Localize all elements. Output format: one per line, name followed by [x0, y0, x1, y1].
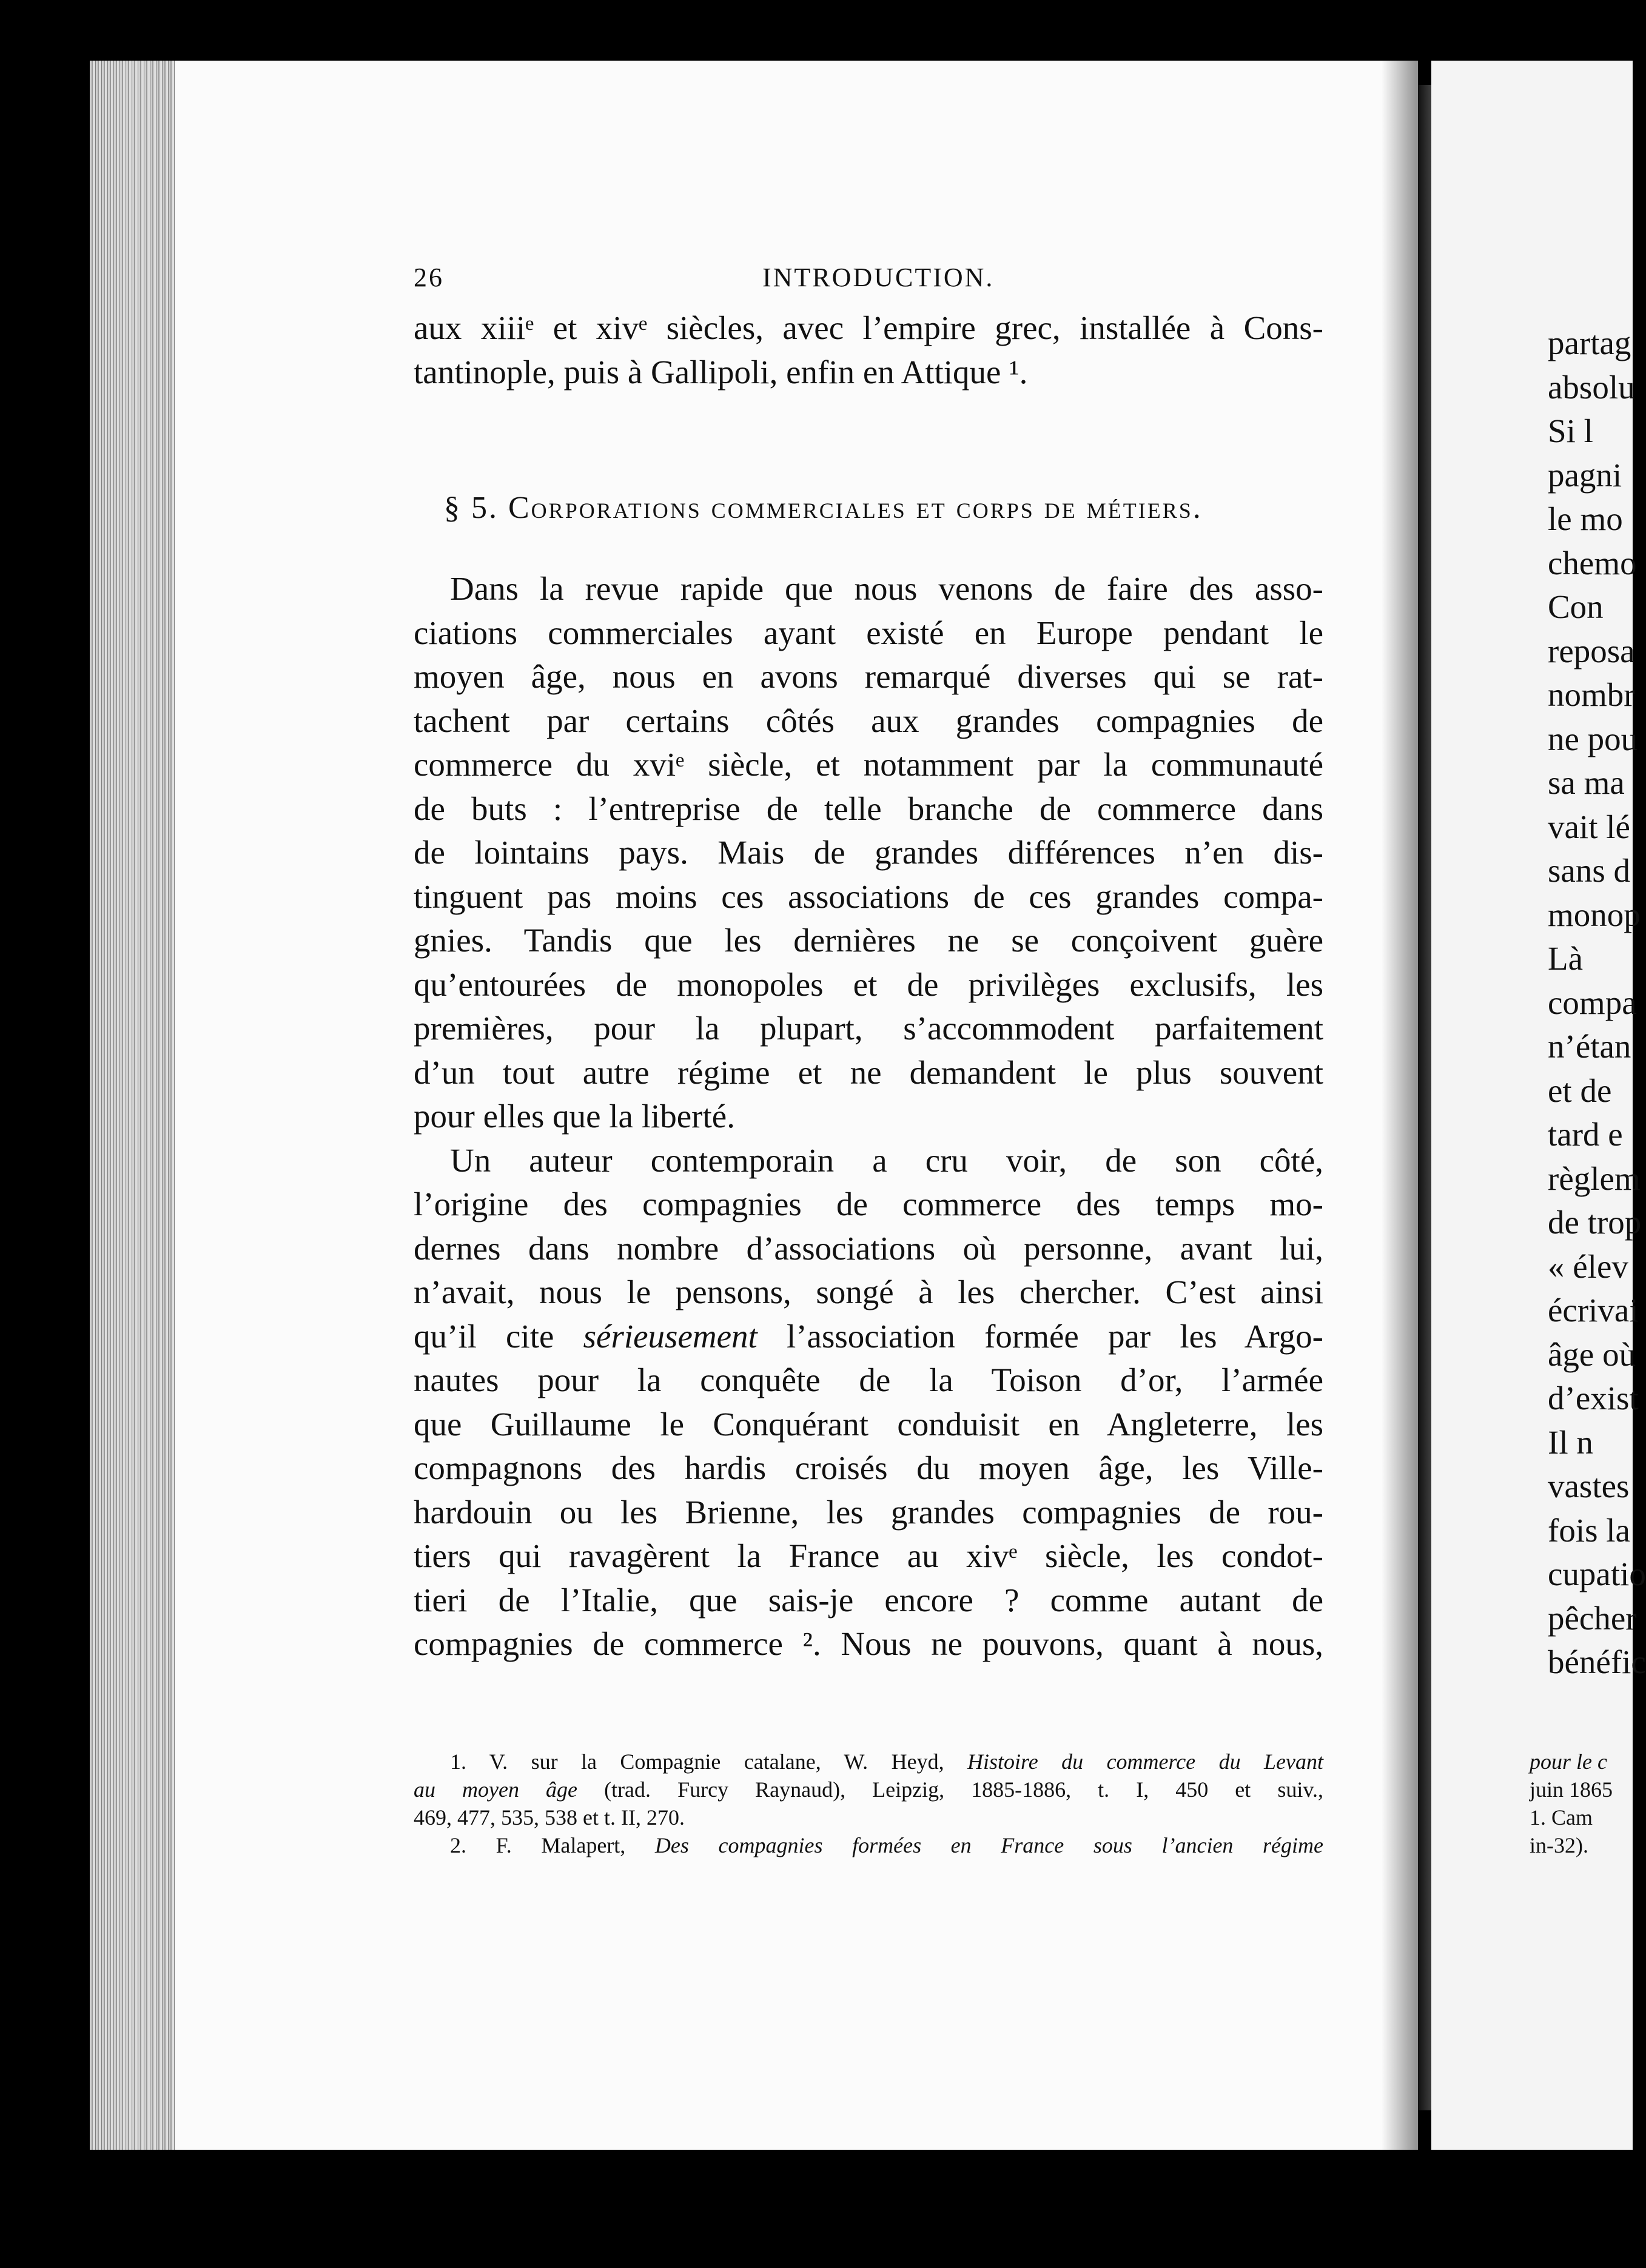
text-line: tard e: [1548, 1116, 1623, 1153]
text-line: de buts : l’entreprise de telle branche de commerce dans: [414, 790, 1323, 827]
text-line: aux xiiiᵉ et xivᵉ siècles, avec l’empire grec, installée à Cons-: [414, 309, 1323, 346]
section-heading: § 5. Corporations commerciales et corps de métiers.: [444, 491, 1203, 525]
text-line: gnies. Tandis que les dernières ne se conçoivent guère: [414, 922, 1323, 959]
text-line: l’origine des compagnies de commerce des temps mo-: [414, 1186, 1323, 1223]
text-line: moyen âge, nous en avons remarqué diverses qui se rat-: [414, 658, 1323, 695]
italic-text: Histoire du commerce du Levant: [967, 1750, 1323, 1774]
footnote-line: [414, 1776, 1323, 1803]
text-line: cupatio: [1548, 1555, 1646, 1592]
gutter-shadow: [1382, 61, 1418, 2150]
text-line: d’exist: [1548, 1380, 1639, 1417]
text-line: que Guillaume le Conquérant conduisit en Angleterre, les: [414, 1405, 1323, 1443]
footnote-line: 469, 477, 535, 538 et t. II, 270.: [414, 1805, 685, 1830]
text-line: Un auteur contemporain a cru voir, de son côté,: [450, 1141, 1323, 1179]
footnote-line: [414, 1831, 1323, 1859]
text-line: Dans la revue rapide que nous venons de faire des asso-: [450, 570, 1323, 607]
text-line: tiers qui ravagèrent la France au xivᵉ siècle, les condot-: [414, 1537, 1323, 1574]
text-line: d’un tout autre régime et ne demandent le plus souvent: [414, 1053, 1323, 1091]
text-line: n’étan: [1548, 1028, 1631, 1065]
continuation-text: [414, 306, 1323, 394]
text-fragment: 2. F. Malapert,: [450, 1833, 655, 1857]
text-line: tieri de l’Italie, que sais-je encore ? comme autant de: [414, 1581, 1323, 1619]
paragraph-1: [414, 567, 1323, 1666]
text-line: ne pou: [1548, 720, 1638, 757]
text-line: écrivai: [1548, 1292, 1639, 1329]
text-line: vait lé: [1548, 808, 1630, 845]
text-line: vastes: [1548, 1468, 1630, 1505]
text-line: fois la: [1548, 1511, 1630, 1549]
running-head-title: INTRODUCTION.: [762, 263, 995, 292]
text-line: Si l: [1548, 412, 1593, 449]
text-fragment: 1. V. sur la Compagnie catalane, W. Heyd,: [450, 1750, 968, 1774]
text-line: sa ma: [1548, 764, 1625, 801]
italic-text: au moyen âge: [414, 1777, 578, 1802]
text-line: premières, pour la plupart, s’accommodent parfaitement: [414, 1010, 1323, 1047]
right-page-text: [1548, 321, 1646, 1685]
italic-text: Des compagnies formées en France sous l’ancien régime: [654, 1833, 1323, 1857]
footnote-line: juin 1865: [1530, 1777, 1613, 1802]
text-line: « élev: [1548, 1247, 1628, 1285]
page-number: 26: [414, 263, 444, 292]
text-line: tachent par certains côtés aux grandes compagnies de: [414, 702, 1323, 739]
footnote-line: 1. Cam: [1530, 1805, 1593, 1830]
footnote-line: pour le c: [1530, 1750, 1607, 1774]
text-line: reposa: [1548, 632, 1635, 669]
text-fragment: (trad. Furcy Raynaud), Leipzig, 1885-1886, t. I, 450 et suiv.,: [577, 1777, 1323, 1802]
text-line: Là: [1548, 940, 1584, 977]
text-line: Con: [1548, 588, 1604, 625]
text-line: nombr: [1548, 676, 1635, 713]
text-line: nautes pour la conquête de la Toison d’or, l’armée: [414, 1361, 1323, 1398]
text-line: monop: [1548, 896, 1641, 933]
footnote-line: [414, 1748, 1323, 1776]
page-fore-edge: [90, 61, 175, 2150]
text-fragment: l’association formée par les Argo-: [757, 1317, 1323, 1355]
footnote-line: in-32).: [1530, 1833, 1588, 1857]
right-page-notes: [1530, 1748, 1613, 1859]
text-line: de trop: [1548, 1204, 1642, 1241]
text-line: [414, 1315, 1323, 1359]
footnotes: [414, 1748, 1323, 1859]
text-line: partag: [1548, 324, 1631, 361]
text-line: ciations commerciales ayant existé en Europe pendant le: [414, 614, 1323, 651]
text-line: compagnons des hardis croisés du moyen âge, les Ville-: [414, 1449, 1323, 1486]
text-line: commerce du xviᵉ siècle, et notamment par la communauté: [414, 746, 1323, 783]
text-fragment: qu’il cite: [414, 1317, 583, 1355]
text-line: dernes dans nombre d’associations où personne, avant lui,: [414, 1229, 1323, 1267]
text-line: le mo: [1548, 500, 1623, 537]
text-line: sans d: [1548, 852, 1630, 889]
text-line: pêcher: [1548, 1599, 1637, 1637]
text-line: tinguent pas moins ces associations de ces grandes compa-: [414, 877, 1323, 915]
text-line: compa: [1548, 984, 1637, 1021]
text-line: règlem: [1548, 1159, 1641, 1197]
text-line: absolu: [1548, 368, 1635, 406]
text-line: compagnies de commerce ². Nous ne pouvons, quant à nous,: [414, 1625, 1323, 1662]
text-line: Il n: [1548, 1423, 1593, 1461]
text-line: de lointains pays. Mais de grandes différences n’en dis-: [414, 834, 1323, 871]
text-line: qu’entourées de monopoles et de privilèges exclusifs, les: [414, 965, 1323, 1003]
text-line: et de: [1548, 1072, 1612, 1109]
text-line: bénéfic: [1548, 1643, 1646, 1680]
text-line: pagni: [1548, 456, 1622, 494]
text-line: âge où: [1548, 1335, 1636, 1373]
text-line: tantinople, puis à Gallipoli, enfin en Attique ¹.: [414, 353, 1028, 391]
text-line: pour elles que la liberté.: [414, 1098, 735, 1135]
italic-text: sérieusement: [583, 1317, 757, 1355]
text-line: chemo: [1548, 544, 1637, 582]
text-line: n’avait, nous le pensons, songé à les chercher. C’est ainsi: [414, 1273, 1323, 1310]
text-line: hardouin ou les Brienne, les grandes compagnies de rou-: [414, 1493, 1323, 1531]
